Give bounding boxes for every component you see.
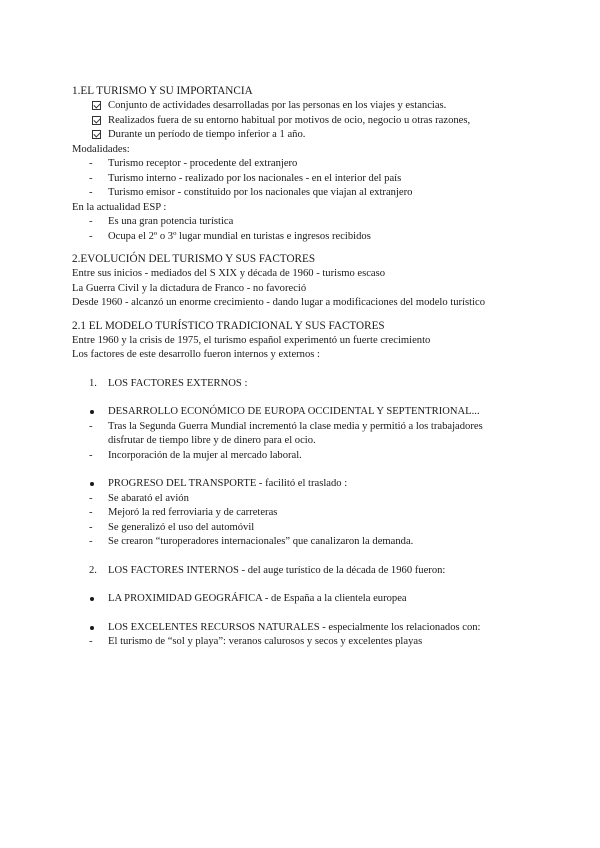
section-2-1-title: 2.1 EL MODELO TURÍSTICO TRADICIONAL Y SUS FACTORES: [72, 319, 385, 332]
list-item: - Se generalizó el uso del automóvil: [89, 521, 255, 533]
checkbox-icon: [92, 116, 101, 125]
list-item: - Se crearon “turoperadores internacionales” que canalizaron la demanda.: [89, 536, 414, 547]
list-item: - El turismo de “sol y playa”: veranos calurosos y secos y excelentes playas: [89, 636, 423, 647]
checkbox-icon: [92, 101, 101, 110]
numbered-item-external-factors: 1. LOS FACTORES EXTERNOS :: [89, 377, 248, 389]
document-content: [72, 84, 512, 650]
section-2-title: 2.EVOLUCIÓN DEL TURISMO Y SUS FACTORES: [72, 253, 316, 265]
paragraph-line: Los factores de este desarrollo fueron internos y externos :: [72, 349, 320, 360]
check-item: Conjunto de actividades desarrolladas por las personas en los viajes y estancias.: [72, 99, 512, 114]
paragraph-line: La Guerra Civil y la dictadura de Franco - no favoreció: [72, 282, 307, 294]
check-item: Durante un período de tiempo inferior a 1 año.: [72, 128, 512, 143]
list-item: - Mejoró la red ferroviaria y de carreteras: [89, 507, 278, 518]
list-item: - Turismo interno - realizado por los nacionales - en el interior del país: [89, 172, 402, 184]
list-item: - Tras la Segunda Guerra Mundial incrementó la clase media y permitió a los trabajadores: [89, 420, 483, 432]
bullet-icon: [90, 626, 94, 630]
list-item: - Turismo emisor - constituido por los nacionales que viajan al extranjero: [89, 187, 413, 198]
list-item: - Ocupa el 2º o 3º lugar mundial en turistas e ingresos recibidos: [89, 230, 371, 242]
bullet-item: DESARROLLO ECONÓMICO DE EUROPA OCCIDENTAL Y SEPTENTRIONAL...: [72, 405, 512, 420]
paragraph-line: Entre 1960 y la crisis de 1975, el turismo español experimentó un fuerte crecimiento: [72, 334, 431, 346]
paragraph-line: Desde 1960 - alcanzó un enorme crecimiento - dando lugar a modificaciones del modelo turístico: [72, 297, 486, 308]
checkbox-icon: [92, 130, 101, 139]
bullet-item: PROGRESO DEL TRANSPORTE - facilitó el traslado :: [72, 477, 512, 492]
check-item: Realizados fuera de su entorno habitual por motivos de ocio, negocio u otras razones,: [72, 114, 512, 129]
bullet-item: LA PROXIMIDAD GEOGRÁFICA - de España a la clientela europea: [72, 592, 512, 607]
list-item: - Incorporación de la mujer al mercado laboral.: [89, 449, 302, 461]
bullet-icon: [90, 597, 94, 601]
paragraph-line: Entre sus inicios - mediados del S XIX y década de 1960 - turismo escaso: [72, 268, 386, 279]
list-item: - Es una gran potencia turística: [89, 216, 234, 227]
bullet-icon: [90, 482, 94, 486]
list-item: - Se abarató el avión: [89, 492, 189, 504]
bullet-item: LOS EXCELENTES RECURSOS NATURALES - especialmente los relacionados con:: [72, 621, 512, 636]
list-item-continuation: disfrutar de tiempo libre y de dinero para el ocio.: [108, 435, 316, 446]
bullet-icon: [90, 410, 94, 414]
modalidades-label: Modalidades:: [72, 143, 130, 155]
actualidad-label: En la actualidad ESP :: [72, 201, 167, 213]
section-1-title: 1.EL TURISMO Y SU IMPORTANCIA: [72, 85, 253, 97]
numbered-item-internal-factors: 2. LOS FACTORES INTERNOS - del auge turístico de la década de 1960 fueron:: [89, 564, 446, 576]
list-item: - Turismo receptor - procedente del extranjero: [89, 158, 298, 169]
